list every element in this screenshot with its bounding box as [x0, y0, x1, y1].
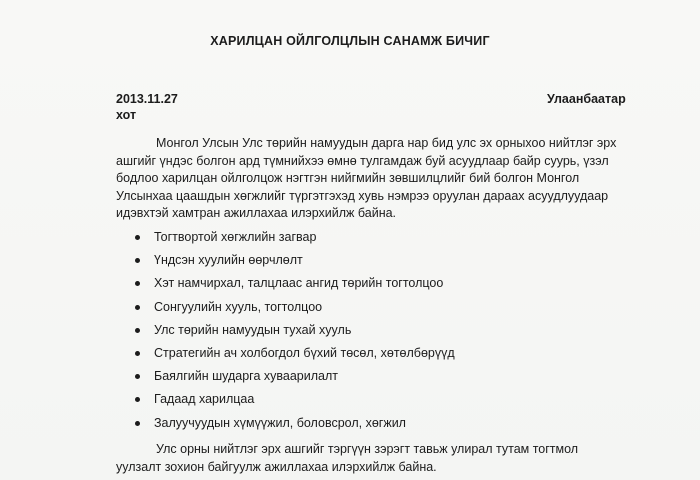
bullet-icon [135, 281, 140, 286]
list-item-label: Тогтвортой хөгжлийн загвар [154, 230, 317, 244]
list-item [116, 229, 455, 252]
bullet-icon [135, 421, 140, 426]
list-item-label: Хэт намчирхал, талцлаас ангид төрийн тогтолцоо [154, 276, 444, 291]
paragraph-line: Улс орны нийтлэг эрх ашгийг тэргүүн зэрэгт тавьж улирал тутам тогтмол [156, 442, 579, 456]
paragraph-line: ашгийг үндэс болгон ард түмнийхээ өмнө тулгамдаж буй асуудлаар байр суурь, үзэл [116, 153, 609, 168]
list-item [116, 322, 455, 345]
list-item [116, 252, 455, 275]
list-item-label: Улс төрийн намуудын тухай хууль [154, 322, 352, 337]
document-date: 2013.11.27 [116, 92, 178, 106]
paragraph-line: бодлоо харилцан ойлголцож нэгтгэн нийгмийн зөвшилцлийг бий болгон Монгол [116, 171, 580, 185]
city-label: хот [116, 108, 137, 122]
bullet-icon [135, 351, 140, 356]
list-item-label: Баялгийн шударга хуваарилалт [154, 369, 338, 384]
list-item [116, 391, 455, 414]
paragraph-line: идэвхтэй хамтран ажиллахаа илэрхийлж байна. [116, 206, 397, 220]
bullet-icon [135, 258, 140, 263]
topic-list [116, 229, 455, 438]
paragraph-line: Улсынхаа цаашдын хөгжлийг түргэтгэхэд хувь нэмрээ оруулан дараах асуудлуудаар [116, 188, 609, 203]
list-item-label: Гадаад харилцаа [154, 392, 255, 407]
intro-paragraph [116, 135, 636, 223]
bullet-icon [135, 397, 140, 402]
list-item [116, 275, 455, 298]
document-title: ХАРИЛЦАН ОЙЛГОЛЦЛЫН САНАМЖ БИЧИГ [210, 34, 490, 48]
bullet-icon [135, 305, 140, 310]
bullet-icon [135, 374, 140, 379]
list-item-label: Үндсэн хуулийн өөрчлөлт [154, 253, 303, 268]
list-item-label: Сонгуулийн хууль, тогтолцоо [154, 299, 323, 314]
city-name: Улаанбаатар [547, 92, 626, 106]
list-item-label: Стратегийн ач холбогдол бүхий төсөл, хөтөлбөрүүд [154, 345, 455, 360]
list-item [116, 368, 455, 391]
list-item [116, 345, 455, 368]
paragraph-line: уулзалт зохион байгуулж ажиллахаа илэрхийлж байна. [116, 459, 437, 474]
bullet-icon [135, 328, 140, 333]
paragraph-line: Монгол Улсын Улс төрийн намуудын дарга нар бид улс эх орныхоо нийтлэг эрх [156, 136, 617, 150]
bullet-icon [135, 235, 140, 240]
list-item [116, 415, 455, 438]
list-item-label: Залуучуудын хүмүүжил, боловсрол, хөгжил [154, 415, 406, 430]
closing-paragraph [116, 441, 636, 476]
list-item [116, 299, 455, 322]
